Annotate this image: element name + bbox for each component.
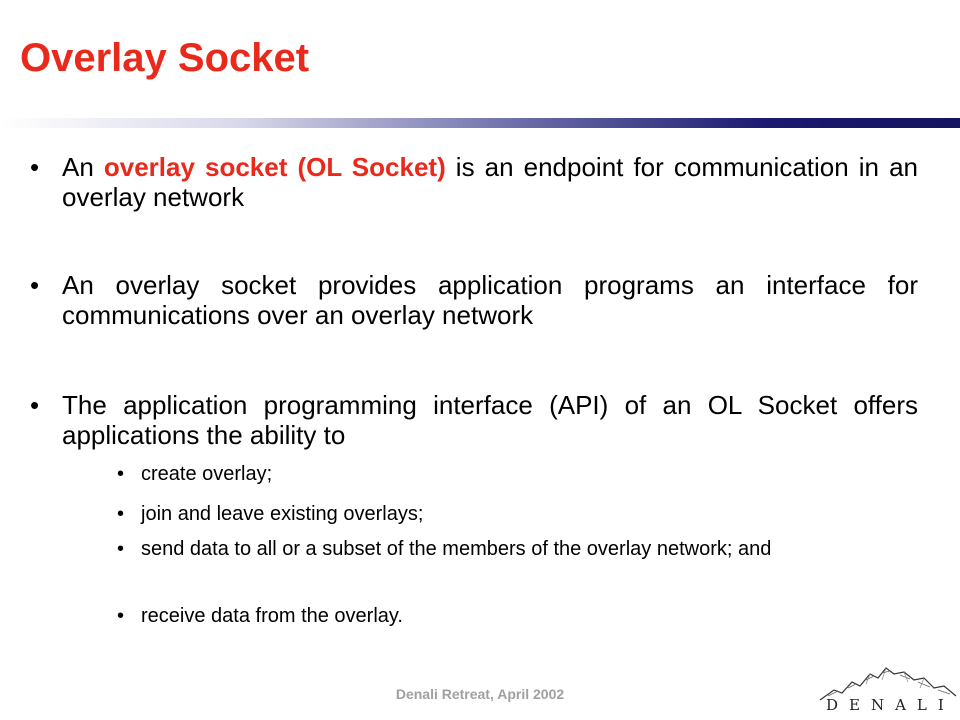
sub-bullet-1 xyxy=(117,463,877,486)
bullet-dot: • xyxy=(30,152,40,182)
sub-bullet-2 xyxy=(117,503,877,526)
sub-bullet-text: receive data from the overlay. xyxy=(141,605,403,627)
bullet-dot: • xyxy=(30,270,40,300)
logo-text: DENALI xyxy=(826,696,955,714)
bullet-text: The application programming interface (API) of an OL Socket offers applications the ability to xyxy=(62,390,918,450)
bullet-3 xyxy=(30,390,918,450)
sub-bullet-dot: • xyxy=(117,503,125,525)
sub-bullet-text: join and leave existing overlays; xyxy=(141,503,424,525)
bullet-text: An overlay socket provides application programs an interface for communications over an overlay network xyxy=(62,270,918,330)
bullet-2 xyxy=(30,270,918,330)
sub-bullet-dot: • xyxy=(117,538,125,560)
slide-title: Overlay Socket xyxy=(20,36,310,80)
sub-bullet-text: send data to all or a subset of the members of the overlay network; and xyxy=(141,538,772,560)
footer-text: Denali Retreat, April 2002 xyxy=(395,686,565,702)
sub-bullet-dot: • xyxy=(117,463,125,485)
bullet-1 xyxy=(30,152,918,212)
sub-bullet-text: create overlay; xyxy=(141,463,273,485)
highlight-term: overlay socket (OL Socket) xyxy=(103,152,446,182)
bullet-text: An overlay socket (OL Socket) is an endpoint for communication in an overlay network xyxy=(62,152,919,212)
sub-bullet-3 xyxy=(117,538,877,561)
sub-bullet-4 xyxy=(117,605,877,628)
sub-bullet-dot: • xyxy=(117,605,125,627)
bullet-dot: • xyxy=(30,390,40,420)
